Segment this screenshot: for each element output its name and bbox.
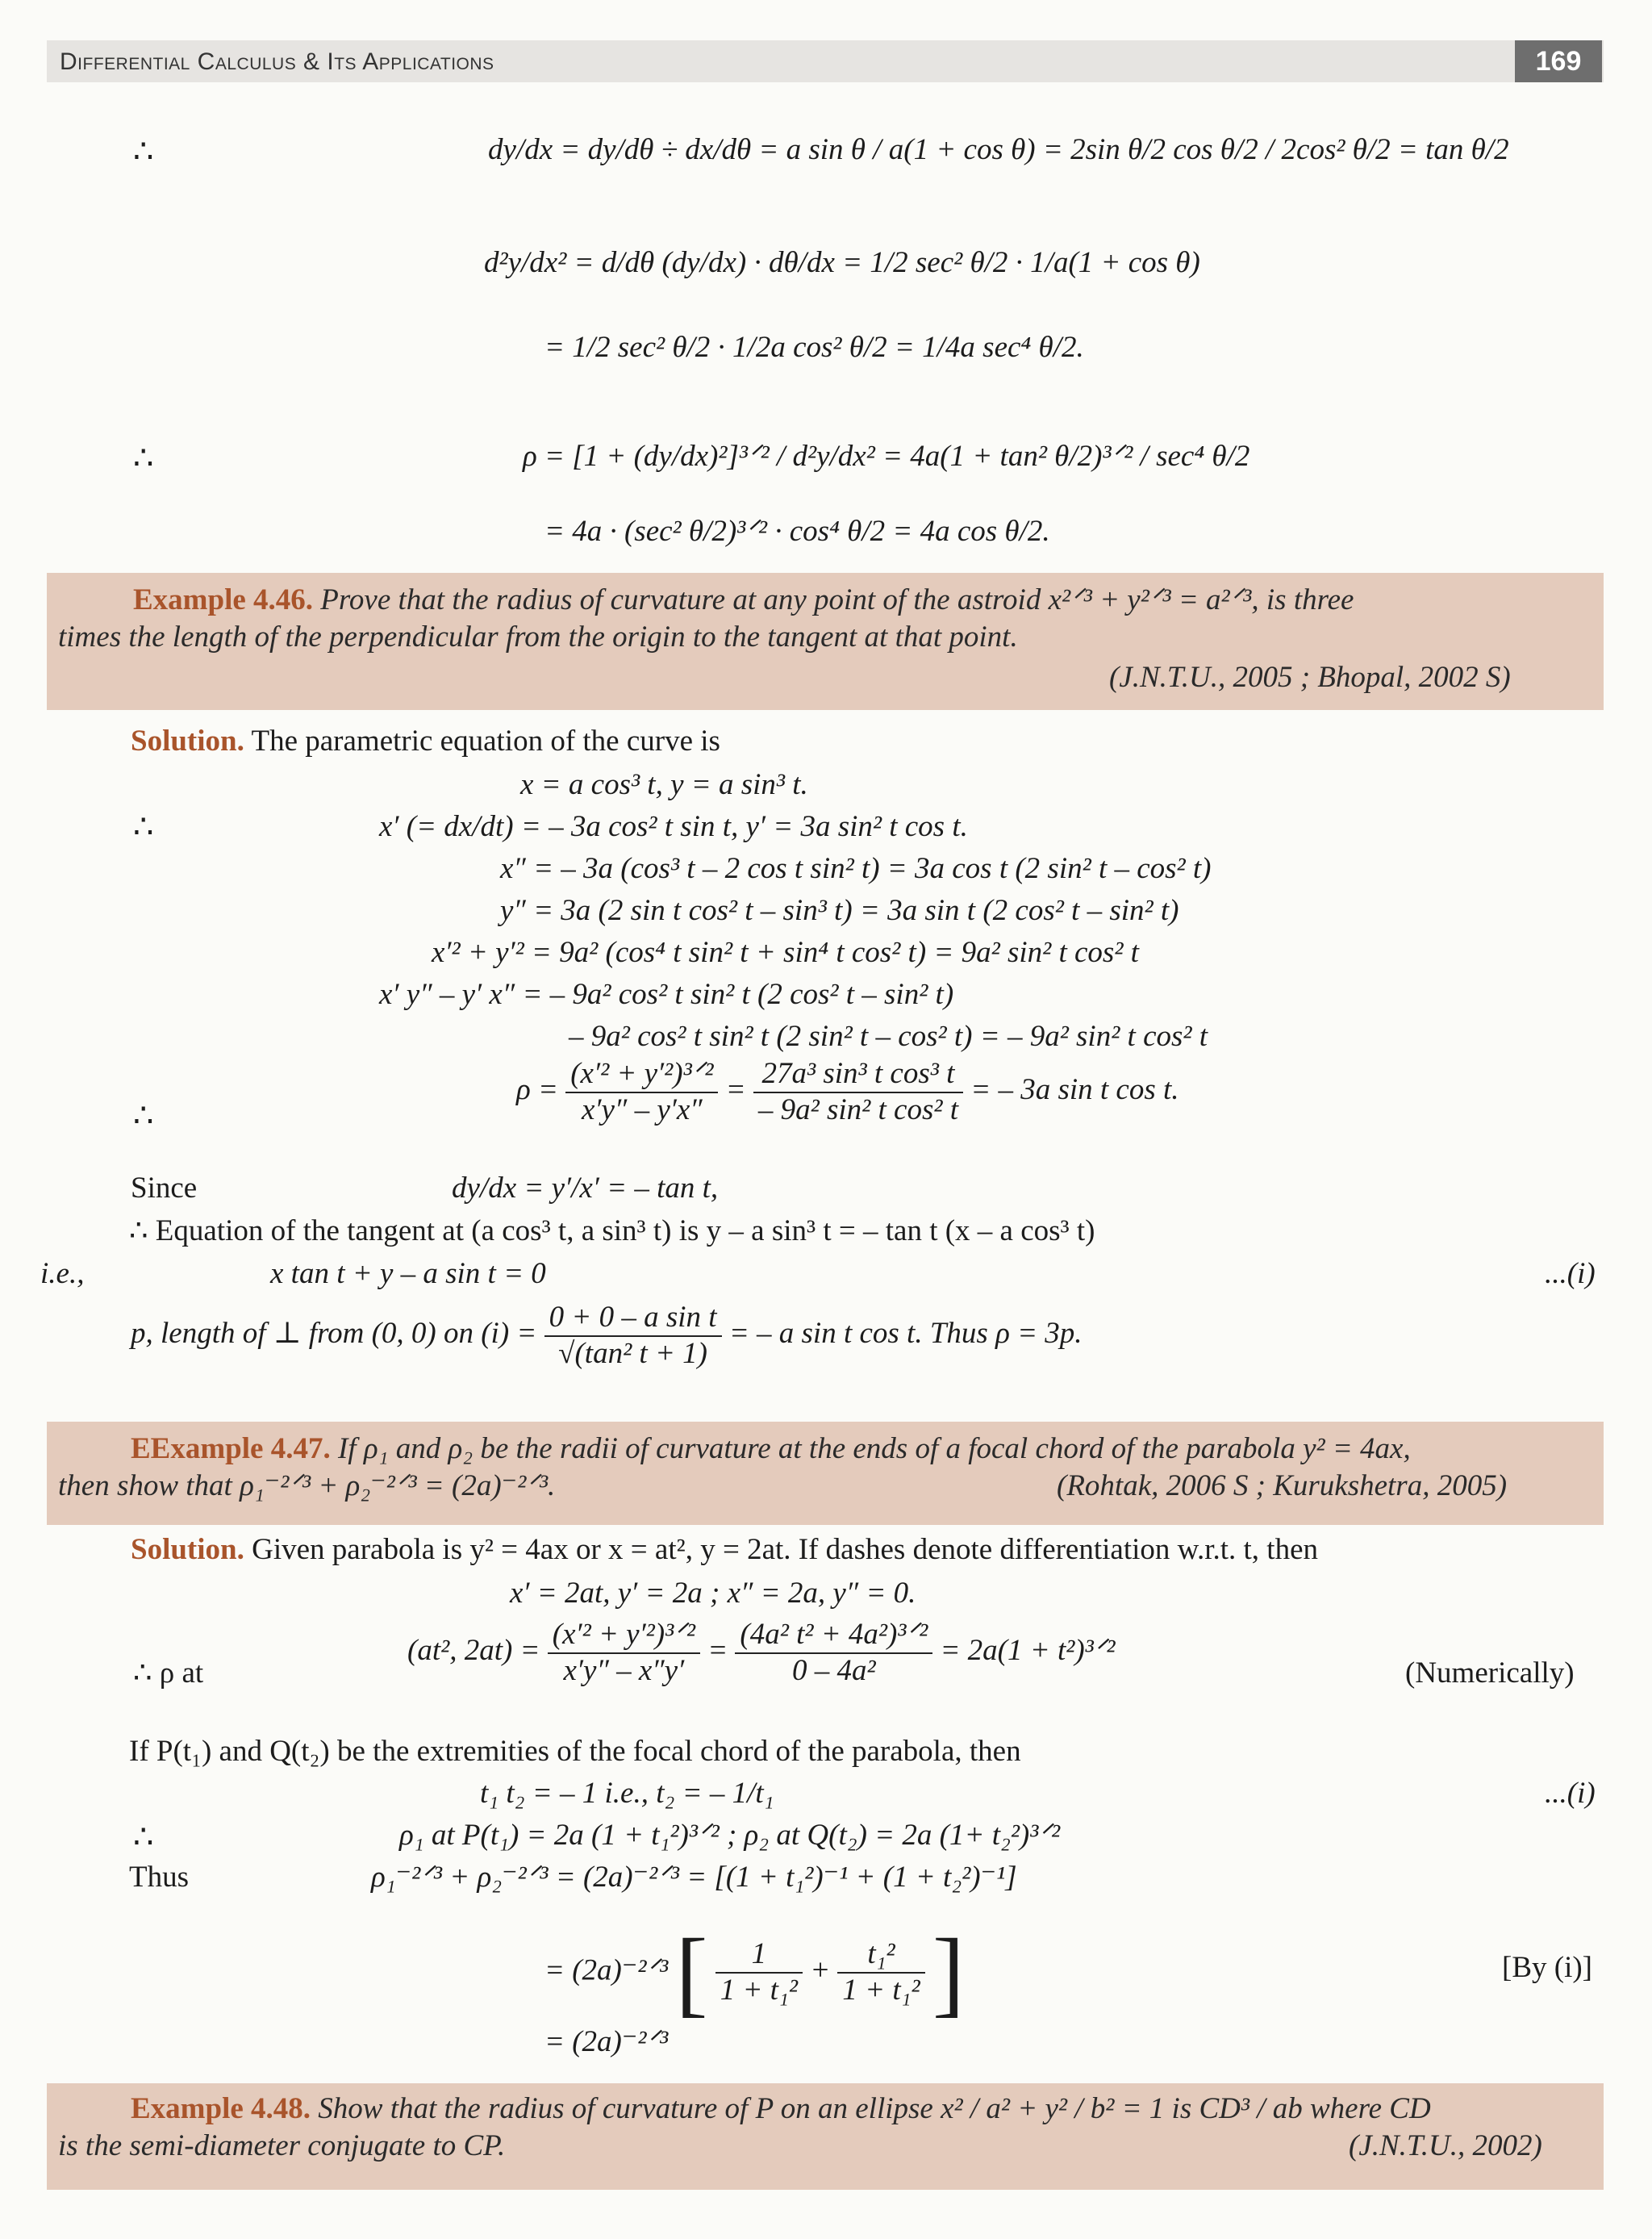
second-derivative-simplified: = 1/2 sec² θ/2 · 1/2a cos² θ/2 = 1/4a sec⁴ θ/2. [544,331,1084,364]
equation-line: = (2a)⁻²ᐟ³ [544,2025,669,2058]
fraction: $\frac{\text{t₁²}}{\text{1 + t₁²}}$ [837,1937,924,2007]
example-statement: is the semi-diameter conjugate to CP. [58,2129,506,2162]
equation-line: x = a cos³ t, y = a sin³ t. [520,768,808,801]
bracket-equation: = (2a)⁻²ᐟ³ [ $\frac{1}{\text{1 + t₁²}}$ + $\frac{\text{t₁²}}{\text{1 + t₁²}}$ ] [544,1919,965,2026]
fraction: $\frac{1}{\text{1 + t₁²}}$ [715,1937,803,2007]
equation-line: t₁ t₂ = – 1 i.e., t₂ = – 1/t₁ [480,1777,774,1810]
equation-line: ρ₁ at P(t₁) = 2a (1 + t₁²)³ᐟ² ; ρ₂ at Q(t₂) = 2a (1+ t₂²)³ᐟ² [399,1819,1061,1852]
example-statement: times the length of the perpendicular from the origin to the tangent at that point. [58,620,1018,654]
thus-label: Thus [129,1861,189,1894]
example-4-48-line1 [131,2091,1599,2127]
equation-line: x′ = 2at, y′ = 2a ; x″ = 2a, y″ = 0. [510,1577,916,1610]
example-source: (Rohtak, 2006 S ; Kurukshetra, 2005) [1057,1469,1508,1502]
therefore-symbol: ∴ [133,808,154,845]
page-number: 169 [1515,40,1602,82]
focal-chord-statement: If P(t₁) and Q(t₂) be the extremities of the focal chord of the parabola, then [129,1735,1021,1768]
therefore-symbol: ∴ [133,1097,154,1134]
rho-parabola-equation: (at², 2at) = $\frac{\text{(x′² + y′²)³ᐟ²}}{x'y'' - x''y'}$ = $\frac{\text{(4a² t² + 4a²)³ᐟ²}}{\text{0 – 4a²}}$ = 2a(1 + t²)³ᐟ² [407,1618,1116,1687]
fraction: $\frac{\text{(x′² + y′²)³ᐟ²}}{x'y'' - y'x''}$ [565,1057,718,1127]
solution-intro: Solution. The parametric equation of the curve is [131,725,720,758]
by-reference: [By (i)] [1502,1951,1592,1984]
example-statement: Prove that the radius of curvature at any point of the astroid x²ᐟ³ + y²ᐟ³ = a²ᐟ³, is three [320,583,1354,616]
since-label: Since [131,1172,198,1205]
equation-line: ρ₁⁻²ᐟ³ + ρ₂⁻²ᐟ³ = (2a)⁻²ᐟ³ = [(1 + t₁²)⁻¹ + (1 + t₂²)⁻¹] [371,1861,1017,1894]
fraction: $\frac{\text{(4a² t² + 4a²)³ᐟ²}}{\text{0 – 4a²}}$ [735,1618,932,1688]
equation-line: x′ y″ – y′ x″ = – 9a² cos² t sin² t (2 cos² t – sin² t) [379,978,954,1011]
solution-label: Solution. [131,725,244,758]
example-statement: If ρ₁ and ρ₂ be the radii of curvature at the ends of a focal chord of the parabola y² = 4ax, [337,1432,1411,1465]
equation-reference: ...(i) [1545,1777,1596,1810]
running-header-title: Differential Calculus & Its Applications [60,48,494,75]
fraction: $\frac{\text{0 + 0 – a sin t}}{\text{√(tan² t + 1)}}$ [544,1301,722,1371]
tangent-equation: ∴ Equation of the tangent at (a cos³ t, a sin³ t) is y – a sin³ t = – tan t (x – a cos³ t) [129,1214,1095,1247]
rho-at-label: ∴ ρ at [133,1656,204,1690]
equation-reference: ...(i) [1545,1257,1596,1290]
equation-line: x tan t + y – a sin t = 0 [270,1257,546,1290]
equation-line: x″ = – 3a (cos³ t – 2 cos t sin² t) = 3a cos t (2 sin² t – cos² t) [500,852,1212,885]
equation-line: y″ = 3a (2 sin t cos² t – sin³ t) = 3a sin t (2 cos² t – sin² t) [500,894,1179,927]
dydx-equation: dy/dx = dy/dθ ÷ dx/dθ = a sin θ / a(1 + cos θ) = 2sin θ/2 cos θ/2 / 2cos² θ/2 = tan θ/2 [488,133,1509,166]
equation-line: dy/dx = y′/x′ = – tan t, [452,1172,719,1205]
numerically-note: (Numerically) [1405,1656,1575,1690]
example-source: (J.N.T.U., 2005 ; Bhopal, 2002 S) [1109,661,1511,694]
second-derivative-equation: d²y/dx² = d/dθ (dy/dx) · dθ/dx = 1/2 sec² θ/2 · 1/a(1 + cos θ) [484,246,1200,279]
example-4-46-line1 [133,583,1585,618]
therefore-symbol: ∴ [133,133,154,169]
example-label: Example 4.46. [133,583,314,616]
example-label: EExample 4.47. [131,1432,331,1465]
solution-intro: Solution. Given parabola is y² = 4ax or x = at², y = 2at. If dashes denote differentiation w.r.t. t, then [131,1533,1319,1566]
ie-label: i.e., [40,1257,85,1290]
example-label: Example 4.48. [131,2092,311,2125]
example-4-47-line1 [131,1431,1599,1467]
perpendicular-length-equation: p, length of ⊥ from (0, 0) on (i) = $\frac{\text{0 + 0 – a sin t}}{\text{√(tan² t + 1)}}$ = – a sin t cos t. Thus ρ = 3p. [131,1301,1083,1370]
fraction: $\frac{\text{(x′² + y′²)³ᐟ²}}{x'y'' - x''y'}$ [548,1618,700,1688]
example-source: (J.N.T.U., 2002) [1349,2129,1542,2162]
fraction: $\frac{\text{27a³ sin³ t cos³ t}}{\text{– 9a² sin² t cos² t}}$ [753,1057,963,1127]
rho-result: = 4a · (sec² θ/2)³ᐟ² · cos⁴ θ/2 = 4a cos θ/2. [544,515,1050,548]
rho-fraction-equation: ρ = $\frac{\text{(x′² + y′²)³ᐟ²}}{x'y'' - y'x''}$ = $\frac{\text{27a³ sin³ t cos³ t}}{\text{– 9a² sin² t cos² t}}$ = – 3a sin t cos t. [516,1057,1179,1126]
equation-line: x′ (= dx/dt) = – 3a cos² t sin t, y′ = 3a sin² t cos t. [379,810,968,843]
therefore-symbol: ∴ [133,1819,154,1855]
equation-line: x′² + y′² = 9a² (cos⁴ t sin² t + sin⁴ t cos² t) = 9a² sin² t cos² t [432,936,1139,969]
therefore-symbol: ∴ [133,440,154,476]
example-statement: then show that ρ₁⁻²ᐟ³ + ρ₂⁻²ᐟ³ = (2a)⁻²ᐟ³. [58,1469,556,1502]
example-statement: Show that the radius of curvature of P on an ellipse x² / a² + y² / b² = 1 is CD³ / ab where CD [318,2092,1431,2125]
solution-label: Solution. [131,1533,244,1566]
equation-line: – 9a² cos² t sin² t (2 sin² t – cos² t) = – 9a² sin² t cos² t [569,1020,1208,1053]
rho-equation: ρ = [1 + (dy/dx)²]³ᐟ² / d²y/dx² = 4a(1 + tan² θ/2)³ᐟ² / sec⁴ θ/2 [523,440,1250,473]
